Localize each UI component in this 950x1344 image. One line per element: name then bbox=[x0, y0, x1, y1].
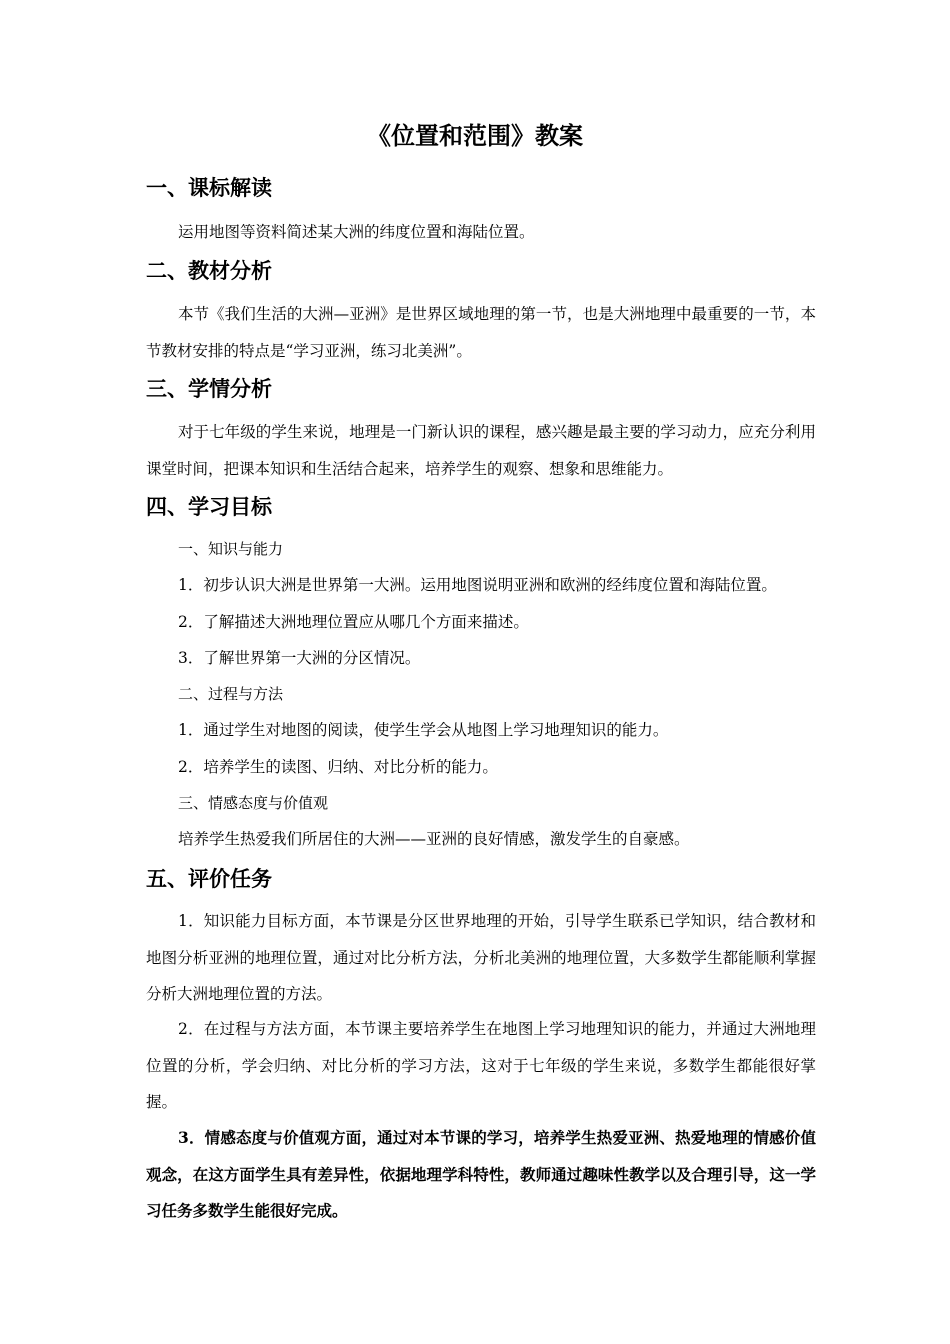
objective-item: 3．了解世界第一大洲的分区情况。 bbox=[178, 649, 421, 667]
section-heading-textbook: 二、教材分析 bbox=[146, 259, 272, 283]
section-heading-evaluation: 五、评价任务 bbox=[146, 867, 272, 891]
objective-group-title: 三、情感态度与价值观 bbox=[178, 794, 329, 812]
evaluation-paragraph: 1．知识能力目标方面，本节课是分区世界地理的开始，引导学生联系已学知识，结合教材和地图分析亚洲的地理位置，通过对比分析方法，分析北美洲的地理位置，大多数学生都能顺利掌握分析大洲地理位置的方法。 bbox=[146, 912, 816, 1003]
section-paragraph: 对于七年级的学生来说，地理是一门新认识的课程，感兴趣是最主要的学习动力，应充分利用课堂时间，把课本知识和生活结合起来，培养学生的观察、想象和思维能力。 bbox=[146, 423, 816, 478]
evaluation-paragraph-emphasis: 3．情感态度与价值观方面，通过对本节课的学习，培养学生热爱亚洲、热爱地理的情感价值观念，在这方面学生具有差异性，依据地理学科特性，教师通过趣味性教学以及合理引导，这一学习任务多数学生能很好完成。 bbox=[146, 1128, 816, 1220]
objective-item: 2．培养学生的读图、归纳、对比分析的能力。 bbox=[178, 758, 498, 776]
objective-group-title: 一、知识与能力 bbox=[178, 540, 284, 558]
evaluation-paragraph: 2．在过程与方法方面，本节课主要培养学生在地图上学习地理知识的能力，并通过大洲地理位置的分析，学会归纳、对比分析的学习方法，这对于七年级的学生来说，多数学生都能很好掌握。 bbox=[146, 1020, 816, 1111]
objective-item: 培养学生热爱我们所居住的大洲——亚洲的良好情感，激发学生的自豪感。 bbox=[178, 830, 690, 848]
section-heading-objectives: 四、学习目标 bbox=[146, 495, 272, 519]
section-paragraph: 运用地图等资料简述某大洲的纬度位置和海陆位置。 bbox=[178, 223, 535, 241]
section-paragraph: 本节《我们生活的大洲—亚洲》是世界区域地理的第一节，也是大洲地理中最重要的一节，本节教材安排的特点是“学习亚洲，练习北美洲”。 bbox=[146, 305, 816, 360]
objective-item: 1．通过学生对地图的阅读，使学生学会从地图上学习地理知识的能力。 bbox=[178, 721, 669, 739]
objective-item: 1．初步认识大洲是世界第一大洲。运用地图说明亚洲和欧洲的经纬度位置和海陆位置。 bbox=[178, 576, 777, 594]
section-heading-curriculum: 一、课标解读 bbox=[146, 176, 272, 200]
document-title: 《位置和范围》教案 bbox=[367, 122, 583, 150]
section-heading-students: 三、学情分析 bbox=[146, 377, 272, 401]
objective-item: 2．了解描述大洲地理位置应从哪几个方面来描述。 bbox=[178, 613, 529, 631]
objective-group-title: 二、过程与方法 bbox=[178, 685, 284, 703]
